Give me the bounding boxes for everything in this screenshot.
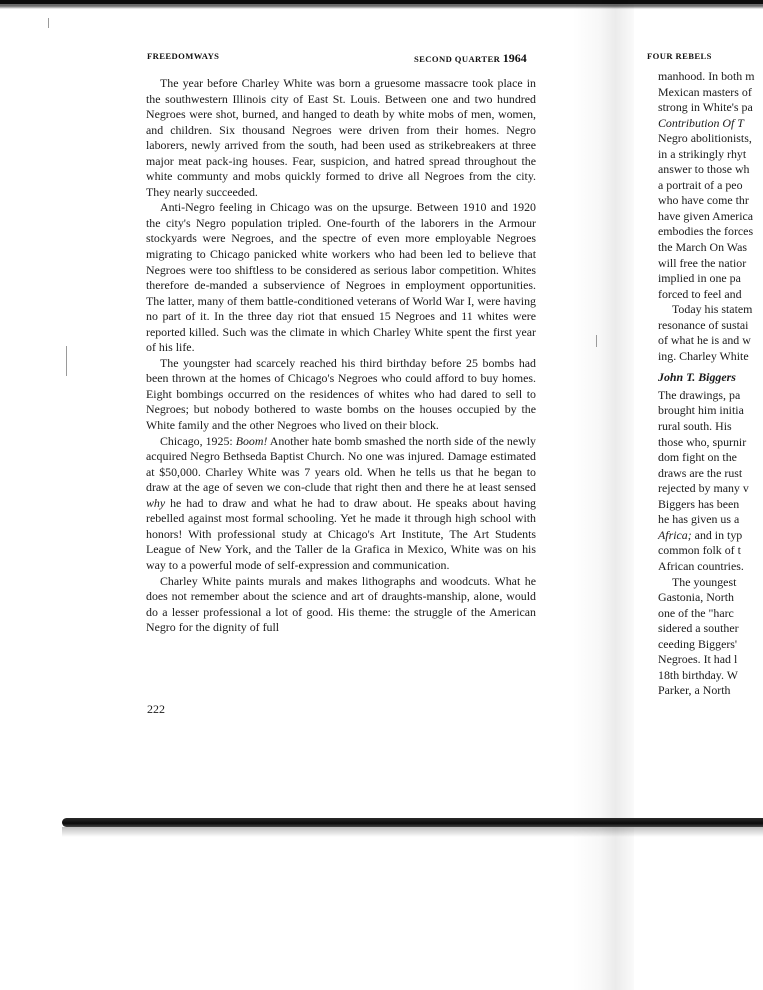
- paragraph: [146, 434, 536, 574]
- top-page-edge-shadow: [0, 0, 763, 9]
- book-gutter-shadow: [572, 0, 634, 990]
- paragraph: The year before Charley White was born a gruesome massacre took place in the southwestern Illinois city of East St. Louis. Between one and two hundred Negroes were shot, burned, and hanged to death by white mobs of men, women, and children. Six thousand Negroes were driven from their homes. Negro laborers, newly arrived from the south, had been used as strikebreakers at three major meat pack-ing houses. Fear, suspicion, and hatred spread throughout the white communty and mobs quickly formed to drive all Negroes from the city. They nearly succeeded.: [146, 76, 536, 199]
- page-number: 222: [147, 702, 165, 716]
- text-line: he has given us a: [658, 512, 740, 527]
- text-line: those who, spurnir: [658, 434, 747, 449]
- margin-mark: [66, 346, 67, 376]
- text-line-italic: Contribution Of T: [658, 115, 744, 130]
- text-line: Negroes. It had l: [658, 652, 738, 667]
- text-line: 18th birthday. W: [658, 667, 738, 682]
- text-line: answer to those wh: [658, 162, 750, 177]
- text-line: rejected by many v: [658, 481, 749, 496]
- text-line: forced to feel and: [658, 286, 742, 301]
- text-line: in a strikingly rhyt: [658, 146, 747, 161]
- text-run: and in typ: [691, 527, 743, 542]
- text-line: common folk of t: [658, 543, 741, 558]
- text-run-italic: why: [146, 495, 166, 510]
- running-head-quarter: SECOND QUARTER: [414, 54, 501, 64]
- text-line: Parker, a North: [658, 683, 731, 698]
- running-head-journal: FREEDOMWAYS: [147, 51, 220, 61]
- running-head-issue: [414, 51, 527, 66]
- text-line: ceeding Biggers': [658, 636, 738, 651]
- right-page-body: [658, 69, 763, 699]
- text-line: the March On Was: [658, 240, 747, 255]
- text-run: he had to draw and what he had to draw about. He speaks about having rebelled against most formal schooling. Yet he made it through high school with honors! With professional study at Chicago's Art Institute, The Art Students League of New York, and the Taller de la Grafica in Mexico, White was on his way to a powerful mode of self-expression and communication.: [146, 495, 536, 572]
- text-run: Chicago, 1925:: [160, 433, 236, 448]
- text-line: [658, 528, 763, 544]
- text-line: have given America: [658, 208, 754, 223]
- text-line: implied in one pa: [658, 271, 741, 286]
- text-line: sidered a souther: [658, 621, 739, 636]
- margin-mark: [596, 335, 597, 347]
- text-line: Negro abolitionists,: [658, 131, 752, 146]
- text-line: rural south. His: [658, 419, 732, 434]
- left-page-body: [146, 76, 536, 636]
- bottom-page-edge-shadow: [62, 818, 763, 827]
- running-head-year: 1964: [502, 51, 527, 65]
- text-line: embodies the forces: [658, 224, 754, 239]
- text-line: one of the "harc: [658, 605, 734, 620]
- text-line: resonance of sustai: [658, 317, 749, 332]
- text-line: draws are the rust: [658, 465, 743, 480]
- text-line: The youngest: [672, 574, 737, 589]
- paragraph: Anti-Negro feeling in Chicago was on the upsurge. Between 1910 and 1920 the city's Negro population tripled. One-fourth of the laborers in the Armour stockyards were Negroes, and the spectre of even more employable Negroes migrating to Chicago panicked white workers who had been led to believe that Negroes were too shiftless to be considered as serious labor competition. Whites therefore de-manded a subservience of Negroes in employment opportunities. The latter, many of them battle-conditioned veterans of World War I, were having no part of it. In the three day riot that ensued 15 Negroes and 11 whites were reported killed. Such was the climate in which Charley White spent the first year of his life.: [146, 200, 536, 355]
- text-line: will free the natior: [658, 255, 747, 270]
- text-line: The drawings, pa: [658, 387, 741, 402]
- text-line: Gastonia, North: [658, 590, 734, 605]
- text-run-italic: Africa;: [658, 527, 692, 542]
- text-line: Today his statem: [672, 302, 753, 317]
- text-line: brought him initia: [658, 403, 744, 418]
- text-line: manhood. In both m: [658, 69, 755, 83]
- text-line: a portrait of a peo: [658, 177, 743, 192]
- bottom-edge-gradient: [62, 827, 763, 837]
- text-line: who have come thr: [658, 193, 749, 208]
- margin-mark: [48, 18, 49, 28]
- text-run-italic: Boom!: [235, 433, 268, 448]
- paragraph: Charley White paints murals and makes lithographs and woodcuts. What he does not remember about the science and art of draughts-manship, alone, would do a lesser professional a lot of good. His theme: the struggle of the American Negro for the dignity of full: [146, 573, 536, 635]
- text-line: Mexican masters of: [658, 84, 752, 99]
- section-subheading: John T. Biggers: [658, 370, 736, 385]
- running-head-article: FOUR REBELS: [647, 51, 712, 61]
- text-line: African countries.: [658, 558, 744, 573]
- text-line: ing. Charley White: [658, 348, 749, 363]
- text-line: Biggers has been: [658, 496, 740, 511]
- paragraph: The youngster had scarcely reached his third birthday before 25 bombs had been thrown at the homes of Chicago's Negroes who could afford to buy homes. Eight bombings occurred on the residences of whites who had dared to sell to Negroes; but nobody bothered to waste bombs on the houses occupied by the White family and the other Negroes who lived on their block.: [146, 355, 536, 433]
- text-line: dom fight on the: [658, 450, 737, 465]
- text-line: strong in White's pa: [658, 100, 753, 115]
- text-line: of what he is and w: [658, 333, 751, 348]
- text-run: Another hate bomb smashed the north side of the newly acquired Negro Bethseda Baptist Church. No one was injured. Damage estimated at $50,000. Charley White was 7 years old. When he tells us that he began to draw at the age of seven we con-clude that right then and there he at least sensed: [146, 433, 536, 495]
